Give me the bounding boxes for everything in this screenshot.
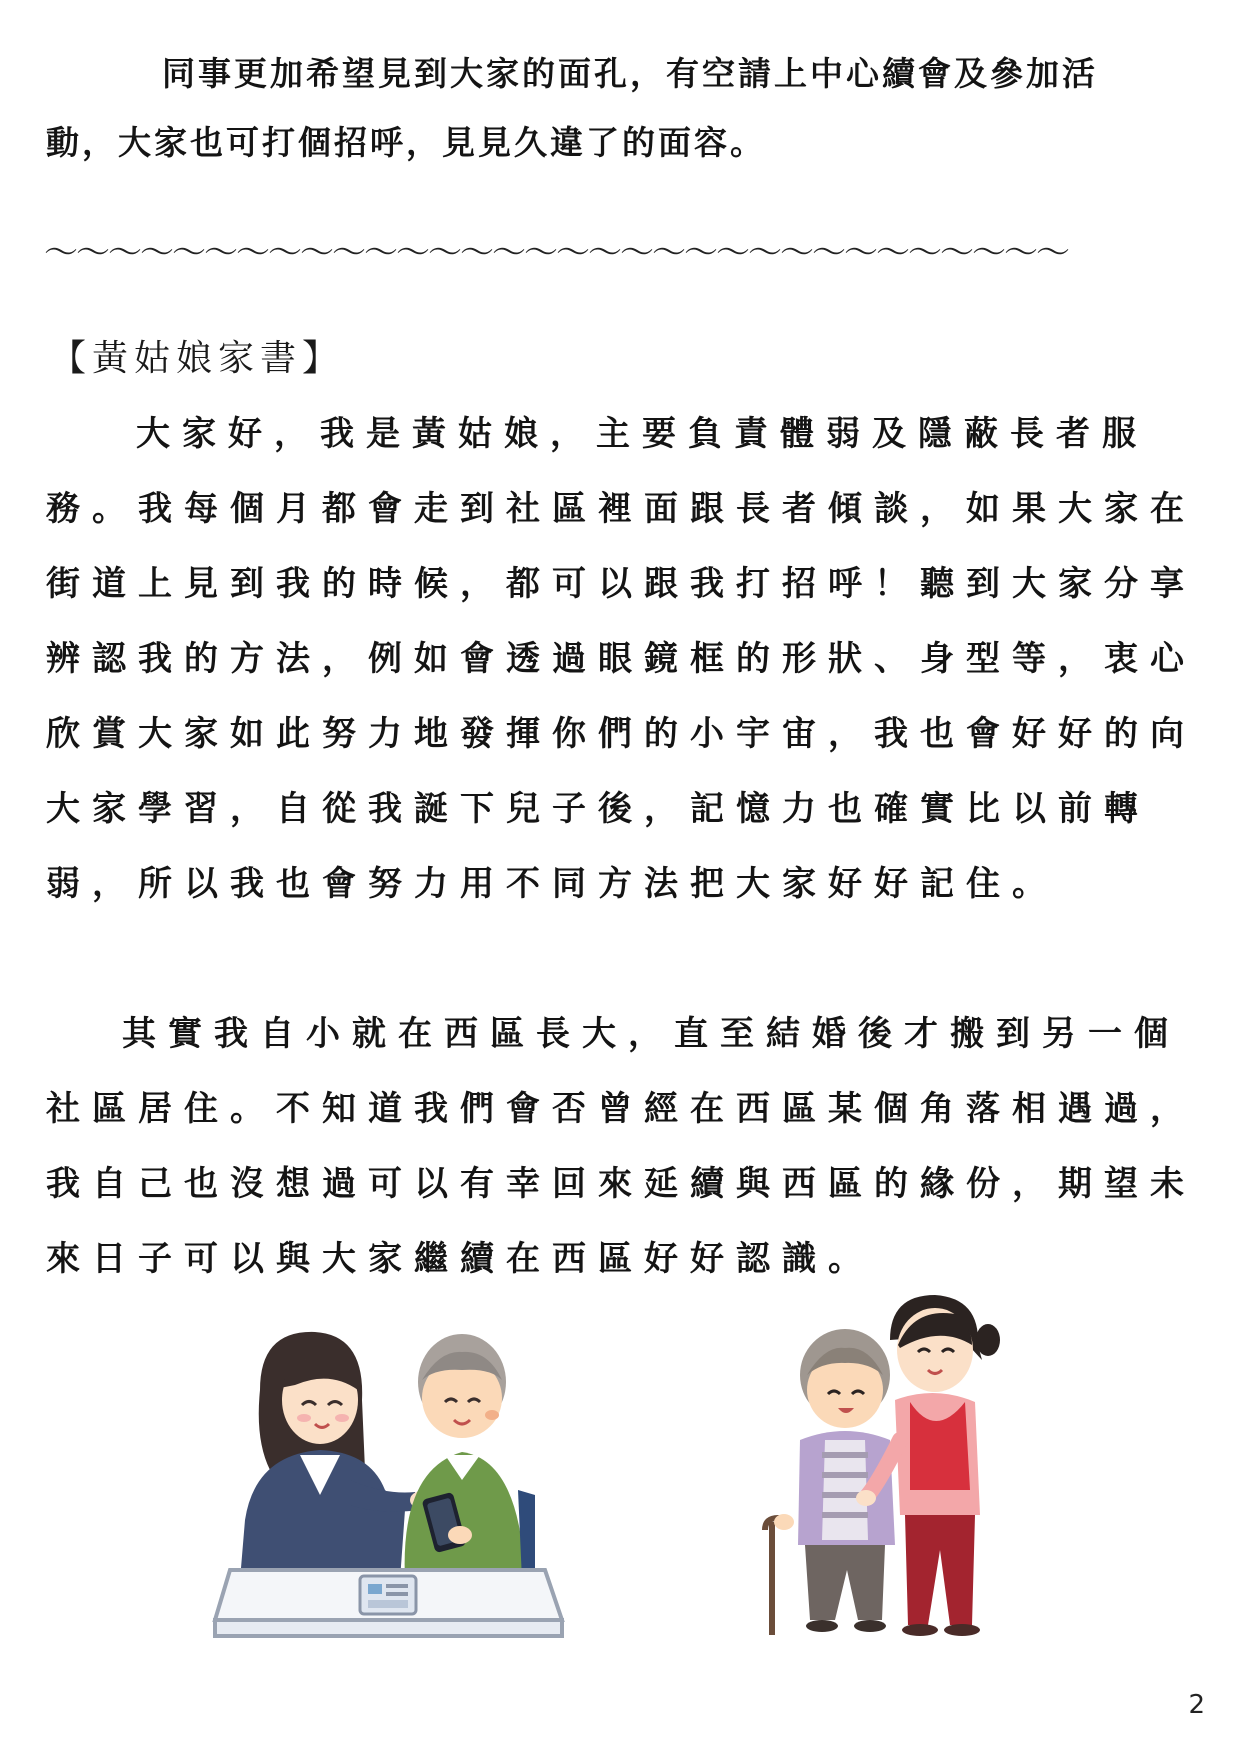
paragraph-1-line: 辨認我的方法，例如會透過眼鏡框的形狀、身型等，衷心 — [46, 639, 1196, 679]
paragraph-1-line: 弱，所以我也會努力用不同方法把大家好好記住。 — [46, 864, 1058, 904]
intro-line-2: 動，大家也可打個招呼，見見久違了的面容。 — [46, 123, 766, 162]
paragraph-2-line: 其實我自小就在西區長大，直至結婚後才搬到另一個 — [122, 1014, 1180, 1054]
paragraph-1-line: 務。我每個月都會走到社區裡面跟長者傾談，如果大家在 — [46, 489, 1196, 529]
intro-line-1: 同事更加希望見到大家的面孔，有空請上中心續會及參加活 — [162, 54, 1098, 93]
wave-divider: ～～～～～～～～～～～～～～～～～～～～～～～～～～～～～～～～ — [44, 233, 1068, 273]
paragraph-2-line: 我自己也沒想過可以有幸回來延續與西區的緣份，期望未 — [46, 1164, 1196, 1204]
paragraph-1-line: 街道上見到我的時候，都可以跟我打招呼！聽到大家分享 — [46, 564, 1196, 604]
paragraph-2-line: 來日子可以與大家繼續在西區好好認識。 — [46, 1239, 874, 1279]
paragraph-1-line: 大家學習，自從我誕下兒子後，記憶力也確實比以前轉 — [46, 789, 1150, 829]
page-number: 2 — [1188, 1690, 1205, 1720]
paragraph-1-line: 欣賞大家如此努力地發揮你們的小宇宙，我也會好好的向 — [46, 714, 1196, 754]
paragraph-1-line: 大家好，我是黃姑娘，主要負責體弱及隱蔽長者服 — [136, 414, 1148, 454]
caregiver-escorting-elder-illustration — [750, 1290, 1000, 1645]
staff-helping-elder-with-phone-illustration — [200, 1320, 570, 1650]
paragraph-2-line: 社區居住。不知道我們會否曾經在西區某個角落相遇過， — [46, 1089, 1196, 1129]
section-title: 【黃姑娘家書】 — [50, 338, 345, 379]
